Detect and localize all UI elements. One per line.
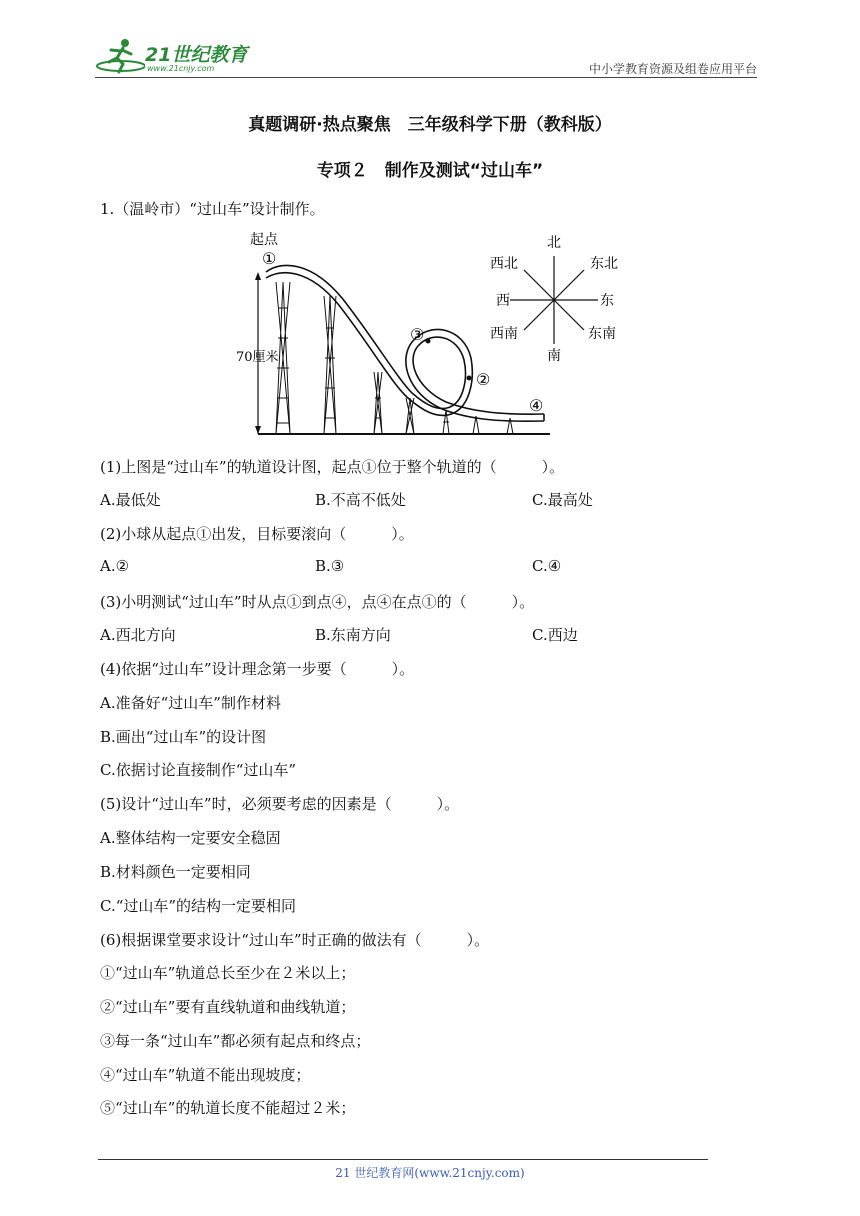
- header-divider: [95, 77, 757, 78]
- item-6-option-4: ④“过山车”轨道不能出现坡度；: [100, 1066, 311, 1084]
- item-2-option-c: C.④: [532, 557, 562, 575]
- point-4-label: ④: [529, 396, 544, 415]
- item-6-option-5: ⑤“过山车”的轨道长度不能超过２米；: [100, 1099, 356, 1117]
- svg-text:东南: 东南: [588, 326, 616, 342]
- page-subtitle: 专项２ 制作及测试“过山车”: [316, 161, 544, 181]
- logo-text: 21世纪教育: [145, 44, 248, 66]
- svg-text:西北: 西北: [490, 256, 518, 272]
- svg-text:北: 北: [547, 235, 561, 251]
- item-3-option-b: B.东南方向: [315, 626, 391, 644]
- compass-rose: [510, 256, 598, 344]
- item-5-option-b: B.材料颜色一定要相同: [100, 863, 251, 881]
- item-2-option-b: B.③: [315, 557, 345, 575]
- footer-divider: [98, 1159, 708, 1160]
- item-6-stem: (6)根据课堂要求设计“过山车”时正确的做法有（ ）。: [100, 931, 490, 949]
- coaster-track: [266, 265, 544, 421]
- svg-text:东北: 东北: [590, 256, 618, 272]
- point-2-label: ②: [476, 370, 491, 389]
- logo-url: www.21cnjy.com: [147, 64, 215, 73]
- item-5-stem: (5)设计“过山车”时，必须要考虑的因素是（ ）。: [100, 795, 460, 813]
- item-5-option-a: A.整体结构一定要安全稳固: [100, 829, 281, 847]
- footer-text: 21 世纪教育网(www.21cnjy.com): [335, 1166, 525, 1180]
- page-header: [95, 36, 757, 78]
- header-tagline: 中小学教育资源及组卷应用平台: [588, 62, 757, 76]
- point-3-label: ③: [410, 325, 425, 344]
- item-2-option-a: A.②: [100, 557, 130, 575]
- item-4-option-b: B.画出“过山车”的设计图: [100, 728, 267, 746]
- point-1-label: ①: [262, 249, 277, 268]
- item-3-stem: (3)小明测试“过山车”时从点①到点④，点④在点①的（ ）。: [100, 593, 535, 611]
- item-4-stem: (4)依据“过山车”设计理念第一步要（ ）。: [100, 660, 415, 678]
- svg-text:东: 东: [600, 293, 614, 309]
- item-1-option-c: C.最高处: [532, 491, 593, 509]
- start-label: 起点: [250, 232, 278, 248]
- item-3-option-a: A.西北方向: [100, 626, 176, 644]
- item-6-option-3: ③每一条“过山车”都必须有起点和终点；: [100, 1032, 371, 1050]
- item-1-option-a: A.最低处: [100, 491, 161, 509]
- item-1-option-b: B.不高不低处: [315, 491, 406, 509]
- item-3-option-c: C.西边: [532, 626, 578, 644]
- site-logo: [95, 36, 260, 76]
- page-title: 真题调研·热点聚焦 三年级科学下册（教科版）: [248, 115, 612, 135]
- runner-logo-icon: [95, 36, 145, 76]
- item-4-option-c: C.依据讨论直接制作“过山车”: [100, 761, 297, 779]
- item-6-option-2: ②“过山车”要有直线轨道和曲线轨道；: [100, 998, 356, 1016]
- question-stem: 1.（温岭市）“过山车”设计制作。: [100, 200, 325, 218]
- roller-coaster-figure: [232, 228, 632, 443]
- svg-text:西南: 西南: [490, 326, 518, 342]
- height-label: 70厘米: [236, 350, 279, 365]
- svg-text:西: 西: [496, 293, 510, 309]
- item-5-option-c: C.“过山车”的结构一定要相同: [100, 897, 297, 915]
- svg-text:南: 南: [547, 348, 561, 364]
- item-6-option-1: ①“过山车”轨道总长至少在２米以上；: [100, 964, 356, 982]
- item-1-stem: (1)上图是“过山车”的轨道设计图，起点①位于整个轨道的（ ）。: [100, 458, 565, 476]
- item-2-stem: (2)小球从起点①出发，目标要滚向（ ）。: [100, 525, 414, 543]
- item-4-option-a: A.准备好“过山车”制作材料: [100, 694, 281, 712]
